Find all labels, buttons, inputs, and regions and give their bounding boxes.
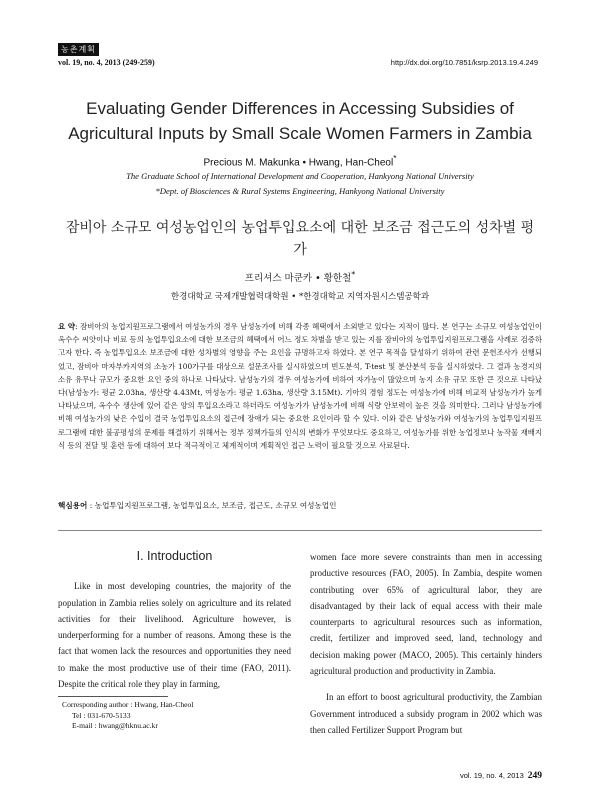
affiliation-korean: 한경대학교 국제개발협력대학원 • *한경대학교 지역자원시스템공학과 bbox=[170, 292, 430, 302]
volume-info: vol. 19, no. 4, 2013 (249-259) bbox=[58, 58, 155, 67]
authors-english bbox=[60, 153, 540, 168]
page-number: 249 bbox=[527, 771, 542, 781]
footnote-divider bbox=[58, 696, 168, 697]
keywords-label: 핵심용어 bbox=[58, 501, 88, 510]
page-footer bbox=[460, 771, 542, 781]
journal-badge: 농촌계획 bbox=[58, 43, 99, 56]
author-mark-korean: * bbox=[351, 270, 356, 279]
intro-paragraph-right-2: In an effort to boost agricultural productivity, the Zambian Government introduced a subsidy program in 2002 which was then called Fertilizer Support Program but bbox=[310, 692, 542, 735]
left-column bbox=[58, 548, 291, 692]
corresponding-author-footnote bbox=[62, 700, 193, 732]
paper-title-english: Evaluating Gender Differences in Accessing Subsidies of Agricultural Inputs by Small Scale Women Farmers in Zambia bbox=[68, 99, 532, 143]
footnote-author: Corresponding author : Hwang, Han-Cheol bbox=[62, 700, 194, 709]
keywords-text: : 농업투입지원프로그램, 농업투입요소, 보조금, 접근도, 소규모 여성농업인 bbox=[87, 501, 337, 510]
affiliation-english-1: The Graduate School of International Development and Cooperation, Hankyong National University bbox=[126, 171, 474, 181]
keywords bbox=[58, 500, 542, 511]
section-heading-introduction: I. Introduction bbox=[136, 549, 213, 563]
abstract-text: : 잠비아의 농업지원프로그램에서 여성농가의 경우 남성농가에 비해 각종 혜택에서 소외받고 있다는 지적이 많다. 본 연구는 소규모 여성농업인이 옥수수 씨앗이나 비료 등의 농업투입요소에 대한 보조금의 혜택에서 어느 정도 차별을 받고 있는 지를 잠비아의 농업투입지원프로그램을 사례로 검증하고자 한다. 즉 농업투입요소 보조금에 대한 성차별의 영향을 주는 요인을 규명하고자 하였다. 본 연구 목적을 달성하기 위하여 관련 문헌조사가 선행되었고, 잠비아 마자부카지역의 소농가 100가구를 대상으로 설문조사를 실시하였으며 빈도분석, T-test 및 분산분석 등을 실시하였다. 그 결과 농경지의 소유 유무나 규모가 중요한 요인 중의 하나로 나타났다. 남성농가의 경우 여성농가에 비하여 자가농이 많았으며 농지 소유 규모 또한 큰 것으로 나타났다(남성농가: 평균 2.03ha, 생산량 4.43Mt, 여성농가: 평균 1.63ha, 생산량 3.15Mt). 기아의 경험 정도는 여성농가에 비해 비교적 남성농가가 높게 나타났으며, 옥수수 생산에 있어 같은 양의 투입요소라고 하더라도 여성농가가 남성농가에 비해 식량 안보력이 높은 것을 의미한다. 그러나 남성농가에 비해 여성농가의 낮은 수입이 결국 농업투입요소의 접근에 장애가 되는 중요한 요인이라 할 수 있다. 이와 같은 남성농가와 여성농가의 농업투입지원프로그램에 대한 불공평성의 문제를 해결하기 위해서는 정부 정책가들의 인식의 변화가 무엇보다도 중요하고, 여성농가를 위한 농업정보나 농작물 재배지식 등의 전달 및 훈련 등에 대하여 보다 적극적이고 체계적이며 계획적인 접근 노력이 필요할 것으로 사료된다. bbox=[58, 322, 542, 450]
authors-english-names: Precious M. Makunka • Hwang, Han-Cheol bbox=[203, 157, 394, 169]
intro-paragraph-right-1: women face more severe constraints than men in accessing productive resources (FAO, 2005). In Zambia, despite women contributing over 65% of agricultural labor, they are disadvantaged by their lack of equal access with their male counterparts to agricultural resources such as information, credit, fertilizer and improved seed, land, technology and decision making power (MACO, 2005). This certainly hinders agricultural production and productivity in Zambia. bbox=[310, 552, 542, 677]
doi-link[interactable]: http://dx.doi.org/10.7851/ksrp.2013.19.4.249 bbox=[390, 58, 538, 67]
author-mark: * bbox=[393, 153, 397, 163]
intro-paragraph-left: Like in most developing countries, the majority of the population in Zambia relies solely on agriculture and its related activities for their livelihood. Agriculture however, is underperforming for a number of reasons. Among these is the fact that women lack the resources and opportunities they need to make the most productive use of their time (FAO, 2011). Despite the critical role they play in farming, bbox=[58, 581, 291, 690]
right-column bbox=[310, 549, 542, 738]
affiliation-english-2: *Dept. of Biosciences & Rural Systems Engineering, Hankyong National University bbox=[155, 186, 445, 196]
abstract-label: 요 약 bbox=[58, 322, 76, 331]
authors-korean-names: 프리셔스 마쿤카 • 황한철 bbox=[244, 273, 352, 285]
paper-title-korean: 잠비아 소규모 여성농업인의 농업투입요소에 대한 보조금 접근도의 성차별 평가 bbox=[65, 220, 535, 258]
footnote-email[interactable]: E-mail : hwang@hknu.ac.kr bbox=[72, 721, 158, 730]
authors-korean bbox=[60, 270, 540, 284]
footer-volume: vol. 19, no. 4, 2013 bbox=[459, 771, 524, 780]
footnote-tel: Tel : 031-670-5133 bbox=[72, 710, 131, 720]
abstract bbox=[58, 320, 542, 452]
section-divider bbox=[58, 530, 542, 531]
